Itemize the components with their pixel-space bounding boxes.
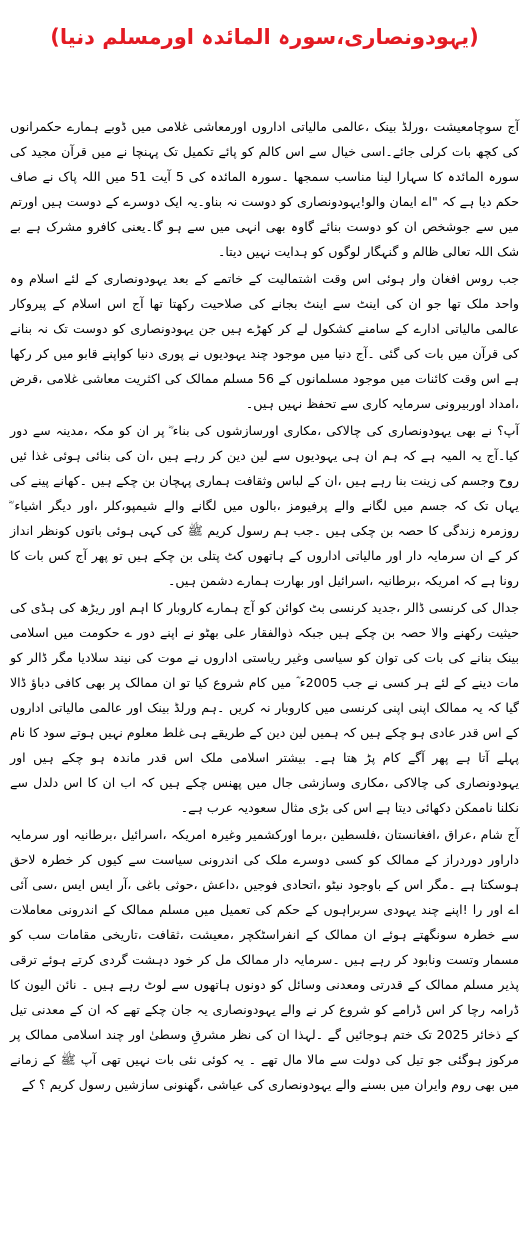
paragraph-2: جب روس افغان وار ہوئی اس وقت اشتمالیت کے خاتمے کے بعد یہودونصاری کے لئے اسلام وہ واحد ملک تھا جو ان کی اینٹ سے اینٹ بجانے کی صلاحیت رکھتا تھا آج اس اسلام کے پیروکار عالمی مالیاتی ادارے کے سامنے کشکول لے کر کھڑے ہیں جن یہودونصاری کو دوست تک نہ بنانے کی قرآن میں بات کی گئی ۔آج دنیا میں موجود چند یہودیوں نے پوری دنیا کواپنے قابو میں کر رکھا ہے اس وقت کائنات میں موجود مسلمانوں کے 56 مسلم ممالک کی اکثریت معاشی غلامی ،قرض ،امداد اوربیرونی سرمایہ کاری سے تحفظ نہیں ہیں۔ [10, 271, 519, 411]
paragraph-3: آپ؟ نے بھی یہودونصاری کی چالاکی ،مکاری اورسازشوں کی بناء ؓ پر ان کو مکہ ،مدینہ سے دور کیا۔آج یہ المیہ ہے کہ ہم ان ہی یہودیوں سے لین دین کر رہے ہیں ،ان کی بنائی ہوئی غذا ئیں روح وجسم کی زینت بنا رہے ہیں ،ان کے لباس وثقافت ہماری پہچان بن چکے ہیں ۔کھانے پینے کی یہاں تک کہ جسم میں لگانے والے پرفیومز ،بالوں میں لگانے والے شیمپو،کلر ،اور دیگر اشیاء ؓ روزمرہ زندگی کا حصہ بن چکی ہیں ۔جب ہم رسول کریم ﷺ کی کہی ہوئی باتوں کونظر انداز کر کے ان سرمایہ دار اور مالیاتی اداروں کے ہاتھوں کٹ پتلی بن چکے ہیں تو پھر آج کس بات کا رونا ہے کہ امریکہ ،برطانیہ ،اسرائیل اور بھارت ہمارے دشمن ہیں۔ [10, 423, 519, 588]
paragraph-4: جدال کی کرنسی ڈالر ،جدید کرنسی بٹ کوائن کو آج ہمارے کاروبار کا اہم اور ریڑھ کی ہڈی کی حیثیت رکھنے والا حصہ بن چکے ہیں جبکہ ذوالفقار علی بھٹو نے اپنے دور ے حکومت میں اسلامی بینک بنانے کی بات کی توان کو سیاسی وغیر ریاستی اداروں نے موت کی نیند سلادیا مگر ڈالر کو مات دینے کے لئے ہر کسی نے جب 2005ء ؓ میں کام شروع کیا تو ان ممالک پر بھی کافی دباؤ ڈالا گیا کہ یہ ممالک اپنی اپنی کرنسی میں کاروبار نہ کریں ۔ہم ورلڈ بینک اور عالمی مالیاتی اداروں کے اس قدر عادی ہو چکے ہیں کہ ہمیں لین دین کے طریقے ہی غلط معلوم نہیں ہوتے سود کا نام پہلے آتا ہے پھر آگے کام پڑ ھتا ہے۔ بیشتر اسلامی ملک اس قدر ماندہ ہو چکے ہیں اور یہودونصاری کی چالاکی ،مکاری وسازشی جال میں پھنس چکے ہیں کہ اب ان کا اس دلدل سے نکلنا ناممکن دکھائی دیتا ہے اس کی بڑی مثال سعودیہ عرب ہے۔ [10, 600, 519, 815]
paragraph-1: آج سوچامعیشت ،ورلڈ بینک ،عالمی مالیاتی اداروں اورمعاشی غلامی میں ڈوبے ہمارے حکمرانوں کی کچھ بات کرلی جائے۔اسی خیال سے اس کالم کو پائے تکمیل تک پہنچا نے میں قرآن مجید کی سورہ المائدہ کا سہارا لینا مناسب سمجھا ۔سورہ المائدہ کی 5 آیت 51 میں اللہ پاک نے صاف حکم دیا ہے کہ "اے ایمان والو!یہودونصاری کو دوست نہ بناو۔یہ ایک دوسرے کے دوست ہیں اورتم میں سے جوشخص ان کو دوست بنائے گاوہ بھی انہی میں سے ہو گا۔یعنی کافرو مشرک ہے بے شک اللہ تعالی ظالم و گنہگار لوگوں کو ہدایت نہیں دیتا۔ [10, 119, 519, 259]
article-body [10, 114, 519, 1097]
paragraph-5: آج شام ،عراق ،افغانستان ،فلسطین ،برما اورکشمیر وغیرہ امریکہ ،اسرائیل ،برطانیہ اور سرمایہ داراور دوردراز کے ممالک کو کسی دوسرے ملک کی اندرونی سیاست سے کیوں کر خطرہ لاحق ہوسکتا ہے ۔مگر اس کے باوجود نیٹو ،اتحادی فوجیں ،داعش ،حوثی باغی ،آر ایس ایس ،سی آئی اے اور را !اپنے چند یہودی سربراہوں کے حکم کی تعمیل میں مسلم ممالک کے اندرونی معاملات سے خطرہ سونگھتے ہوئے ان ممالک کے انفراسٹکچر ،معیشت ،ثقافت ،تاریخی مقامات سب کو مسمار وتست ونابود کر رہے ہیں ۔سرمایہ دار ممالک مل کر خود دہشت گردی کرتے ہوئے ترقی پذیر مسلم ممالک کے قدرتی ومعدنی وسائل کو دونوں ہاتھوں سے لوٹ رہے ہیں ۔ نائن الیون کا ڈرامہ رچا کر اس ڈرامے کو شروع کر نے والے یہودونصاری یہ جان چکے تھے کہ ان کے معدنی تیل کے ذخائر 2025 تک ختم ہوجائیں گے ۔لہذا ان کی نظر مشرقِ وسطیٰ اور چند اسلامی ممالک پر مرکوز ہوگئی جو تیل کی دولت سے مالا مال تھے ۔ یہ کوئی نئی بات نہیں تھی آپ ﷺ کے زمانے میں بھی روم وایران میں بسنے والے یہودونصاری کی عیاشی ،گھنونی سازشیں رسول کریم ؟ کے [10, 827, 519, 1092]
article-title: (یہودونصاری،سورہ المائدہ اورمسلم دنیا) [50, 25, 479, 49]
